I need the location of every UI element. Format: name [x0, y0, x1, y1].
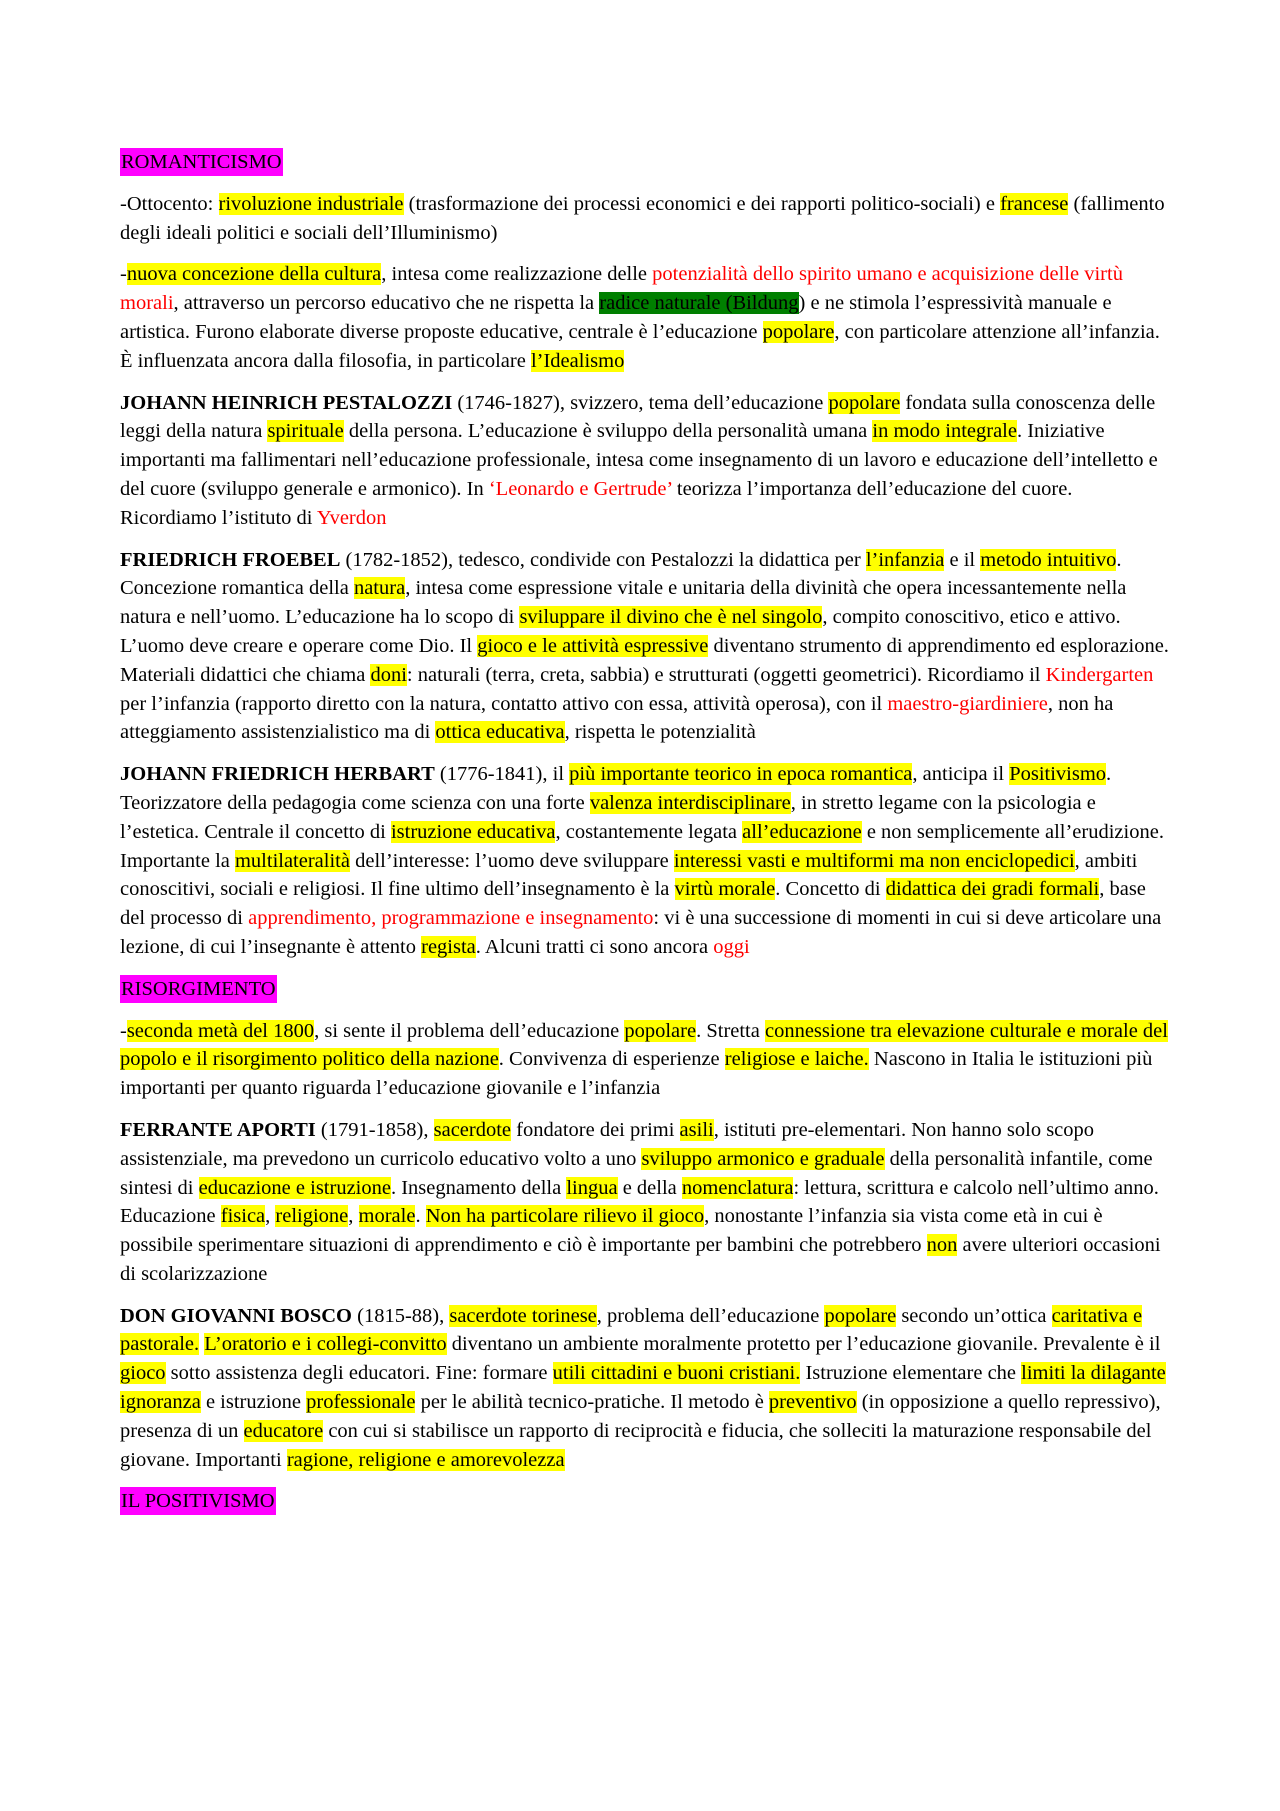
red-text: maestro-giardiniere — [887, 692, 1048, 715]
highlighted-text: multilateralità — [234, 849, 350, 872]
highlighted-text: interessi vasti e multiformi ma non enciclopedici — [673, 849, 1075, 872]
red-text: potenzialità dello spirito umano e acquisizione delle virtù morali — [120, 263, 1123, 315]
text-run: . Insegnamento della — [390, 1176, 567, 1199]
text-run: fondata sulla conoscenza delle leggi della natura — [120, 391, 1156, 443]
text-run: con cui si stabilisce un rapporto di reciprocità e fiducia, che solleciti la maturazione responsabile del giovane. Importanti — [120, 1419, 1152, 1471]
section-heading-positivismo: IL POSITIVISMO — [120, 1487, 276, 1515]
text-run: Istruzione elementare che — [800, 1362, 1022, 1385]
highlighted-text: professionale — [306, 1391, 416, 1414]
text-run: , base del processo di — [120, 878, 1146, 930]
text-run: . Stretta — [696, 1019, 765, 1042]
bold-name: FERRANTE APORTI — [120, 1118, 316, 1141]
red-text: apprendimento, programmazione e insegnamento — [248, 907, 654, 930]
highlighted-text: all’educazione — [742, 820, 862, 843]
highlighted-text: gioco e le attività espressive — [477, 634, 709, 657]
highlighted-text: lingua — [566, 1176, 618, 1199]
highlighted-text: religiose e laiche. — [724, 1048, 869, 1071]
highlighted-text: asili — [679, 1118, 714, 1141]
highlighted-text: popolare — [828, 391, 901, 414]
text-run: , istituti pre-elementari. Non hanno solo scopo assistenziale, ma prevedono un curricolo educativo volto a uno — [120, 1118, 1095, 1170]
highlighted-text: L’oratorio e i collegi-convitto — [204, 1333, 447, 1356]
paragraph-aporti — [120, 1116, 1170, 1289]
highlighted-text: popolare — [624, 1019, 697, 1042]
highlighted-text: educazione e istruzione — [198, 1176, 391, 1199]
text-run: , attraverso un percorso educativo che ne rispetta la — [173, 292, 600, 315]
highlighted-text: non — [926, 1234, 958, 1257]
section-heading-romanticismo: ROMANTICISMO — [120, 148, 283, 176]
text-run: . Concezione romantica della — [120, 548, 1122, 600]
red-text: oggi — [713, 935, 750, 958]
highlighted-text: virtù morale — [674, 878, 776, 901]
text-run: dell’interesse: l’uomo deve sviluppare — [349, 849, 674, 872]
highlighted-text: ottica educativa — [435, 721, 565, 744]
text-run: della persona. L’educazione è sviluppo della personalità umana — [343, 420, 873, 443]
highlighted-text: sacerdote torinese — [449, 1304, 597, 1327]
highlighted-text: didattica dei gradi formali — [885, 878, 1100, 901]
highlighted-text: Positivismo — [1009, 763, 1107, 786]
text-run: , — [265, 1205, 276, 1228]
paragraph-pestalozzi — [120, 389, 1170, 533]
highlighted-text: ragione, religione e amorevolezza — [286, 1448, 565, 1471]
highlighted-text: Non ha particolare rilievo il gioco — [425, 1205, 705, 1228]
red-text: Yverdon — [316, 506, 387, 529]
bold-name: JOHANN FRIEDRICH HERBART — [120, 763, 435, 786]
highlighted-text: seconda metà del 1800 — [126, 1019, 315, 1042]
text-run: -Ottocento: — [120, 192, 219, 215]
highlighted-text: morale — [358, 1205, 416, 1228]
paragraph-bosco — [120, 1302, 1170, 1475]
text-run: . Alcuni tratti ci sono ancora — [475, 935, 714, 958]
text-run: , compito conoscitivo, etico e attivo. L’uomo deve creare e operare come Dio. Il — [120, 606, 1121, 657]
text-run: fondatore dei primi — [511, 1118, 680, 1141]
text-run: : vi è una successione di momenti in cui si deve articolare una lezione, di cui l’insegnante è attento — [120, 907, 1162, 958]
highlighted-text: spirituale — [267, 420, 344, 443]
text-run: della personalità infantile, come sintesi di — [120, 1147, 1153, 1199]
highlighted-text: gioco — [120, 1362, 166, 1385]
text-run: , rispetta le potenzialità — [564, 721, 756, 744]
text-run: - — [120, 1019, 127, 1042]
highlighted-text: sviluppare il divino che è nel singolo — [519, 606, 823, 629]
red-text: Kindergarten — [1045, 663, 1154, 686]
bold-name: FRIEDRICH FROEBEL — [120, 548, 341, 571]
text-run: . — [415, 1205, 426, 1228]
text-run: , intesa come espressione vitale e unitaria della divinità che opera incessantemente nella natura e nell’uomo. L’educazione ha lo scopo di — [120, 577, 1127, 629]
red-text: ‘Leonardo e Gertrude’ — [488, 477, 672, 500]
paragraph-ottocento — [120, 190, 1170, 248]
paragraph-froebel — [120, 546, 1170, 748]
text-run: (1746-1827), svizzero, tema dell’educazione — [452, 391, 829, 414]
text-run: , nonostante l’infanzia sia vista come età in cui è possibile sperimentare situazioni di apprendimento e ciò è importante per bambini che potrebbero — [120, 1205, 1103, 1257]
highlighted-text: nomenclatura — [681, 1176, 794, 1199]
text-run: e non semplicemente all’erudizione. Importante la — [120, 820, 1164, 872]
highlighted-text: doni — [370, 663, 407, 686]
highlighted-text: francese — [1000, 192, 1069, 215]
highlighted-text: connessione tra elevazione culturale e morale del popolo e il risorgimento politico della nazione — [120, 1019, 1168, 1071]
text-run: diventano strumento di apprendimento ed esplorazione. Materiali didattici che chiama — [120, 634, 1169, 686]
text-run: secondo un’ottica — [896, 1304, 1052, 1327]
text-run: , in stretto legame con la psicologia e l’estetica. Centrale il concetto di — [120, 791, 1096, 843]
highlighted-text: istruzione educativa — [390, 820, 556, 843]
text-run: . Teorizzatore della pedagogia come scienza con una forte — [120, 763, 1112, 814]
text-run: , — [348, 1205, 359, 1228]
text-run: . Iniziative importanti ma fallimentari nell’educazione professionale, intesa come insegnamento di un lavoro e educazione dell’intelletto e del cuore (sviluppo generale e armonico). In — [120, 420, 1158, 500]
paragraph-nuova-concezione — [120, 260, 1170, 375]
highlighted-text: metodo intuitivo — [980, 548, 1117, 571]
text-run: e della — [617, 1176, 682, 1199]
document-page — [120, 148, 1170, 1529]
text-run: (1776-1841), il — [434, 763, 570, 786]
highlighted-text: regista — [421, 935, 476, 958]
heading-romanticismo-row — [120, 148, 1170, 177]
text-run: e istruzione — [200, 1391, 307, 1414]
highlighted-text: più importante teorico in epoca romantica — [569, 763, 913, 786]
text-run: : naturali (terra, creta, sabbia) e strutturati (oggetti geometrici). Ricordiamo il — [406, 663, 1046, 686]
highlighted-text: sacerdote — [433, 1118, 512, 1141]
highlighted-text: caritativa e pastorale. — [120, 1304, 1143, 1356]
paragraph-seconda-meta — [120, 1017, 1170, 1103]
highlighted-text: sviluppo armonico e graduale — [641, 1147, 885, 1170]
heading-positivismo-row — [120, 1487, 1170, 1516]
section-heading-risorgimento: RISORGIMENTO — [120, 975, 277, 1003]
highlighted-text: religione — [275, 1205, 349, 1228]
paragraph-herbart — [120, 760, 1170, 962]
text-run: . Convivenza di esperienze — [498, 1048, 725, 1071]
text-run: (trasformazione dei processi economici e dei rapporti politico-sociali) e — [403, 192, 1001, 215]
text-run: - — [120, 263, 127, 286]
green-highlighted-text: radice naturale (Bildung — [599, 292, 799, 315]
text-run: (fallimento degli ideali politici e sociali dell’Illuminismo) — [120, 192, 1165, 244]
text-run: , non ha atteggiamento assistenzialistico ma di — [120, 692, 1114, 744]
text-run: teorizza l’importanza dell’educazione del cuore. Ricordiamo l’istituto di — [120, 477, 1073, 529]
text-run: . Concetto di — [775, 878, 886, 901]
text-run: ) e ne stimola l’espressività manuale e artistica. Furono elaborate diverse proposte educative, centrale è l’educazione — [120, 292, 1112, 343]
highlighted-text: l’Idealismo — [530, 349, 625, 372]
highlighted-text: popolare — [762, 320, 835, 343]
text-run: , costantemente legata — [555, 820, 743, 843]
text-run: (1815-88), — [352, 1304, 450, 1327]
text-run: : lettura, scrittura e calcolo nell’ultimo anno. Educazione — [120, 1176, 1159, 1228]
text-run: per le abilità tecnico-pratiche. Il metodo è — [415, 1391, 769, 1414]
heading-risorgimento-row — [120, 975, 1170, 1004]
text-run: (1791-1858), — [315, 1118, 434, 1141]
highlighted-text: rivoluzione industriale — [218, 192, 404, 215]
text-run: , intesa come realizzazione delle — [381, 263, 653, 286]
highlighted-text: l’infanzia — [865, 548, 945, 571]
text-run: (1782-1852), tedesco, condivide con Pestalozzi la didattica per — [340, 548, 866, 571]
bold-name: DON GIOVANNI BOSCO — [120, 1304, 352, 1327]
highlighted-text: limiti la dilagante ignoranza — [120, 1362, 1166, 1414]
text-run: per l’infanzia (rapporto diretto con la natura, contatto attivo con essa, attività operosa), con il — [120, 692, 888, 715]
highlighted-text: educatore — [243, 1419, 324, 1442]
highlighted-text: utili cittadini e buoni cristiani. — [552, 1362, 801, 1385]
text-run: , problema dell’educazione — [596, 1304, 825, 1327]
text-run: diventano un ambiente moralmente protetto per l’educazione giovanile. Prevalente è il — [446, 1333, 1161, 1356]
text-run: avere ulteriori occasioni di scolarizzazione — [120, 1234, 1161, 1285]
highlighted-text: nuova concezione della cultura — [126, 263, 382, 286]
text-run: , ambiti conoscitivi, sociali e religiosi. Il fine ultimo dell’insegnamento è la — [120, 849, 1138, 901]
text-run: , con particolare attenzione all’infanzia. È influenzata ancora dalla filosofia, in particolare — [120, 320, 1160, 372]
highlighted-text: preventivo — [768, 1391, 857, 1414]
highlighted-text: fisica — [220, 1205, 266, 1228]
highlighted-text: popolare — [824, 1304, 897, 1327]
text-run: sotto assistenza degli educatori. Fine: formare — [165, 1362, 553, 1385]
text-run: , anticipa il — [912, 763, 1010, 786]
text-run: , si sente il problema dell’educazione — [314, 1019, 625, 1042]
bold-name: JOHANN HEINRICH PESTALOZZI — [120, 391, 453, 414]
highlighted-text: valenza interdisciplinare — [589, 791, 791, 814]
text-run: Nascono in Italia le istituzioni più importanti per quanto riguarda l’educazione giovanile e l’infanzia — [120, 1048, 1153, 1100]
text-run: (in opposizione a quello repressivo), presenza di un — [120, 1391, 1161, 1442]
highlighted-text: in modo integrale — [872, 420, 1017, 443]
highlighted-text: natura — [353, 577, 406, 600]
text-run: e il — [944, 548, 981, 571]
